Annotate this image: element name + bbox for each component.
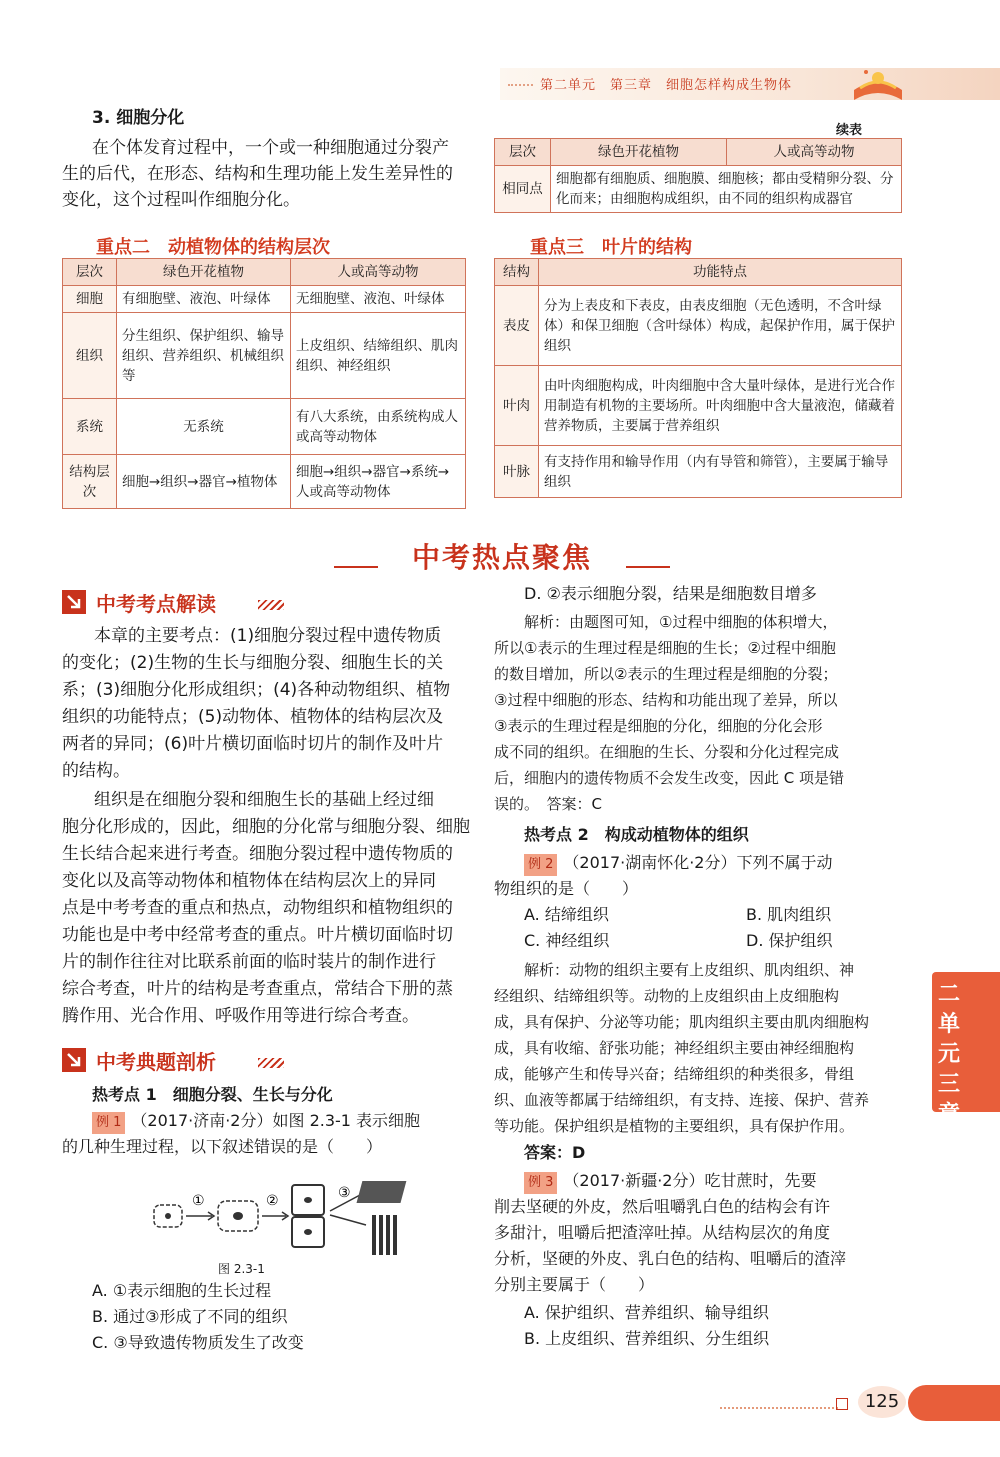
- example-2-line: 物组织的是（ ）: [494, 879, 639, 898]
- footer-square: [836, 1398, 848, 1410]
- example-1-stem: [92, 1110, 420, 1134]
- table-header: 人或高等动物: [291, 259, 466, 286]
- table-cell: 组织: [63, 313, 117, 399]
- example-3-stem: [524, 1170, 816, 1194]
- answer: 答案：D: [524, 1143, 586, 1162]
- page-number: 125: [858, 1386, 906, 1418]
- table-cell: 叶肉: [495, 366, 539, 446]
- example-1-line: （2017·济南·2分）如图 2.3-1 表示细胞: [131, 1111, 421, 1130]
- para2-line: 变化以及高等动物体和植物体在结构层次上的异同: [62, 871, 436, 891]
- section3-line-2: 生的后代，在形态、结构和生理功能上发生差异性的: [62, 164, 453, 184]
- para1-line: 本章的主要考点：(1)细胞分裂过程中遗传物质: [94, 626, 442, 646]
- analysis-line: 解析：动物的组织主要有上皮组织、肌肉组织、神: [524, 961, 855, 979]
- section3-line-3: 变化，这个过程叫作细胞分化。: [62, 190, 300, 210]
- example-badge: 例 3: [524, 1172, 557, 1194]
- example-1-line: 的几种生理过程，以下叙述错误的是（ ）: [62, 1137, 383, 1156]
- focus2-title: 重点二 动植物体的结构层次: [96, 237, 330, 258]
- table-cell: 系统: [63, 399, 117, 455]
- option-d: D. ②表示细胞分裂，结果是细胞数目增多: [524, 584, 817, 603]
- stripe-decoration: [258, 600, 284, 610]
- para2-line: 组织是在细胞分裂和细胞生长的基础上经过细: [94, 790, 434, 810]
- option-a: A. ①表示细胞的生长过程: [92, 1281, 272, 1300]
- table-cell: 有细胞壁、液泡、叶绿体: [117, 286, 291, 313]
- option-b: B. 通过③形成了不同的组织: [92, 1307, 288, 1326]
- analysis-line: 解析：由题图可知，①过程中细胞的体积增大，: [524, 613, 838, 631]
- chapter-side-tab: [932, 972, 1000, 1127]
- table-row: [495, 366, 902, 446]
- chapter-header: 第二单元 第三章 细胞怎样构成生物体: [540, 78, 793, 93]
- table-cell: 分为上表皮和下表皮，由表皮细胞（无色透明，不含叶绿体）和保卫细胞（含叶绿体）构成，起保护作用，属于保护组织: [539, 286, 902, 366]
- table-cell: 细胞→组织→器官→系统→人或高等动物体: [291, 455, 466, 509]
- table-row: [63, 313, 466, 399]
- table-row: [63, 399, 466, 455]
- table-cell: 无系统: [117, 399, 291, 455]
- para1-line: 的结构。: [62, 761, 130, 781]
- table-cell: 结构层次: [63, 455, 117, 509]
- table-header-row: [495, 259, 902, 286]
- table-cell: 细胞都有细胞质、细胞膜、细胞核；都由受精卵分裂、分化而来；由细胞构成组织，由不同的组织构成器官: [551, 166, 902, 213]
- focus3-title: 重点三 叶片的结构: [530, 237, 692, 258]
- table-cell: 有支持作用和输导作用（内有导管和筛管），主要属于输导组织: [539, 446, 902, 498]
- book-logo-icon: [848, 64, 908, 106]
- hot-point-2-title: 热考点 2 构成动植物体的组织: [524, 825, 749, 844]
- interpretation-title: 中考考点解读: [96, 592, 216, 616]
- figure-caption: 图 2.3-1: [218, 1262, 265, 1276]
- table-row: [495, 166, 902, 213]
- example-2-line: （2017·湖南怀化·2分）下列不属于动: [563, 853, 833, 872]
- option-d: D. 保护组织: [746, 931, 833, 950]
- option-a: A. 保护组织、营养组织、输导组织: [524, 1303, 769, 1322]
- side-tab-label: 二单元三章: [938, 982, 961, 1127]
- example-3-line: 削去坚硬的外皮，然后咀嚼乳白色的结构会有许: [494, 1197, 831, 1216]
- header-divider: [508, 84, 533, 86]
- table-cell: 由叶肉细胞构成，叶肉细胞中含大量叶绿体，是进行光合作用制造有机物的主要场所。叶肉细胞中含大量液泡，储藏着营养物质，主要属于营养组织: [539, 366, 902, 446]
- table-cell: 细胞: [63, 286, 117, 313]
- table-row: [63, 455, 466, 509]
- continued-label: 续表: [836, 123, 863, 138]
- table-cell: 表皮: [495, 286, 539, 366]
- continued-table: [494, 138, 902, 213]
- table-header: 层次: [63, 259, 117, 286]
- table-header: 结构: [495, 259, 539, 286]
- example-3-line: 多甜汁，咀嚼后把渣滓吐掉。从结构层次的角度: [494, 1223, 831, 1242]
- corner-bar: [908, 1385, 1000, 1421]
- analysis-line: 经组织、结缔组织等。动物的上皮组织由上皮细胞构: [494, 987, 840, 1005]
- option-b: B. 上皮组织、营养组织、分生组织: [524, 1329, 770, 1348]
- example-badge: 例 1: [92, 1112, 125, 1134]
- stripe-decoration: [258, 1058, 284, 1068]
- analysis-line: 等功能。保护组织是植物的主要组织，具有保护作用。: [494, 1117, 855, 1135]
- para2-line: 点是中考考查的重点和热点，动物组织和植物组织的: [62, 898, 453, 918]
- option-c: C. ③导致遗传物质发生了改变: [92, 1333, 304, 1352]
- analysis-line: 织、血液等都属于结缔组织，有支持、连接、保护、营养: [494, 1091, 870, 1109]
- table-cell: 分生组织、保护组织、输导组织、营养组织、机械组织等: [117, 313, 291, 399]
- table-header: 绿色开花植物: [117, 259, 291, 286]
- analysis-heading: [62, 1046, 292, 1074]
- para2-line: 胞分化形成的，因此，细胞的分化常与细胞分裂、细胞: [62, 817, 470, 837]
- interpretation-heading: [62, 588, 292, 616]
- analysis-line: 成不同的组织。在细胞的生长、分裂和分化过程完成: [494, 743, 840, 761]
- footer-divider: [720, 1407, 838, 1409]
- table-header: 功能特点: [539, 259, 902, 286]
- analysis-line: ③过程中细胞的形态、结构和功能出现了差异，所以: [494, 691, 838, 709]
- table-cell: 叶脉: [495, 446, 539, 498]
- para1-line: 两者的异同；(6)叶片横切面临时切片的制作及叶片: [62, 734, 444, 754]
- table-cell: 有八大系统，由系统构成人或高等动物体: [291, 399, 466, 455]
- table-cell: 无细胞壁、液泡、叶绿体: [291, 286, 466, 313]
- analysis-line: 误的。 答案：C: [494, 795, 602, 813]
- para2-line: 片的制作往往对比联系前面的临时装片的制作进行: [62, 952, 436, 972]
- table-row: [495, 446, 902, 498]
- option-a: A. 结缔组织: [524, 905, 609, 924]
- step-label: ①: [192, 1193, 205, 1209]
- example-2-stem: [524, 852, 832, 876]
- cell-process-figure: [150, 1175, 415, 1255]
- example-3-line: （2017·新疆·2分）吃甘蔗时，先要: [563, 1171, 817, 1190]
- analysis-line: 后，细胞内的遗传物质不会发生改变，因此 C 项是错: [494, 769, 845, 787]
- table-row: [63, 286, 466, 313]
- example-3-line: 分别主要属于（ ）: [494, 1275, 655, 1294]
- para1-line: 组织的功能特点；(5)动物体、植物体的结构层次及: [62, 707, 444, 727]
- para2-line: 综合考查，叶片的结构是考查重点，常结合下册的蒸: [62, 979, 453, 999]
- arrow-icon: [62, 1048, 86, 1072]
- option-b: B. 肌肉组织: [746, 905, 832, 924]
- section3-line-1: 在个体发育过程中，一个或一种细胞通过分裂产: [92, 138, 449, 158]
- example-3-line: 分析，坚硬的外皮、乳白色的结构、咀嚼后的渣滓: [494, 1249, 847, 1268]
- analysis-line: ③表示的生理过程是细胞的分化，细胞的分化会形: [494, 717, 823, 735]
- analysis-line: 成，具有收缩、舒张功能；神经组织主要由神经细胞构: [494, 1039, 855, 1057]
- table-cell: 上皮组织、结缔组织、肌肉组织、神经组织: [291, 313, 466, 399]
- para2-line: 腾作用、光合作用、呼吸作用等进行综合考查。: [62, 1006, 419, 1026]
- table-cell: 细胞→组织→器官→植物体: [117, 455, 291, 509]
- structure-levels-table: [62, 258, 466, 509]
- arrow-icon: [62, 590, 86, 614]
- step-label: ②: [266, 1193, 279, 1209]
- step-label: ③: [338, 1185, 351, 1201]
- analysis-line: 所以①表示的生理过程是细胞的生长；②过程中细胞: [494, 639, 836, 657]
- table-row: [495, 286, 902, 366]
- leaf-structure-table: [494, 258, 902, 498]
- analysis-line: 的数目增加，所以②表示的生理过程是细胞的分裂；: [494, 665, 838, 683]
- table-header-row: [63, 259, 466, 286]
- analysis-line: 成，具有保护、分泌等功能；肌肉组织主要由肌肉细胞构: [494, 1013, 870, 1031]
- table-header: 层次: [495, 139, 551, 166]
- para1-line: 系；(3)细胞分化形成组织；(4)各种动物组织、植物: [62, 680, 451, 700]
- table-cell: 相同点: [495, 166, 551, 213]
- table-header: 绿色开花植物: [551, 139, 727, 166]
- hot-focus-title: 中考热点聚焦: [411, 541, 592, 574]
- hot-point-1-title: 热考点 1 细胞分裂、生长与分化: [92, 1085, 333, 1104]
- para2-line: 生长结合起来进行考查。细胞分裂过程中遗传物质的: [62, 844, 453, 864]
- para1-line: 的变化；(2)生物的生长与细胞分裂、细胞生长的关: [62, 653, 444, 673]
- analysis-title: 中考典题剖析: [96, 1050, 216, 1074]
- table-header-row: [495, 139, 902, 166]
- section3-title: 3. 细胞分化: [92, 108, 185, 128]
- para2-line: 功能也是中考中经常考查的重点。叶片横切面临时切: [62, 925, 453, 945]
- analysis-line: 成，能够产生和传导兴奋；结缔组织的种类很多，骨组: [494, 1065, 855, 1083]
- table-header: 人或高等动物: [727, 139, 902, 166]
- option-c: C. 神经组织: [524, 931, 610, 950]
- example-badge: 例 2: [524, 854, 557, 876]
